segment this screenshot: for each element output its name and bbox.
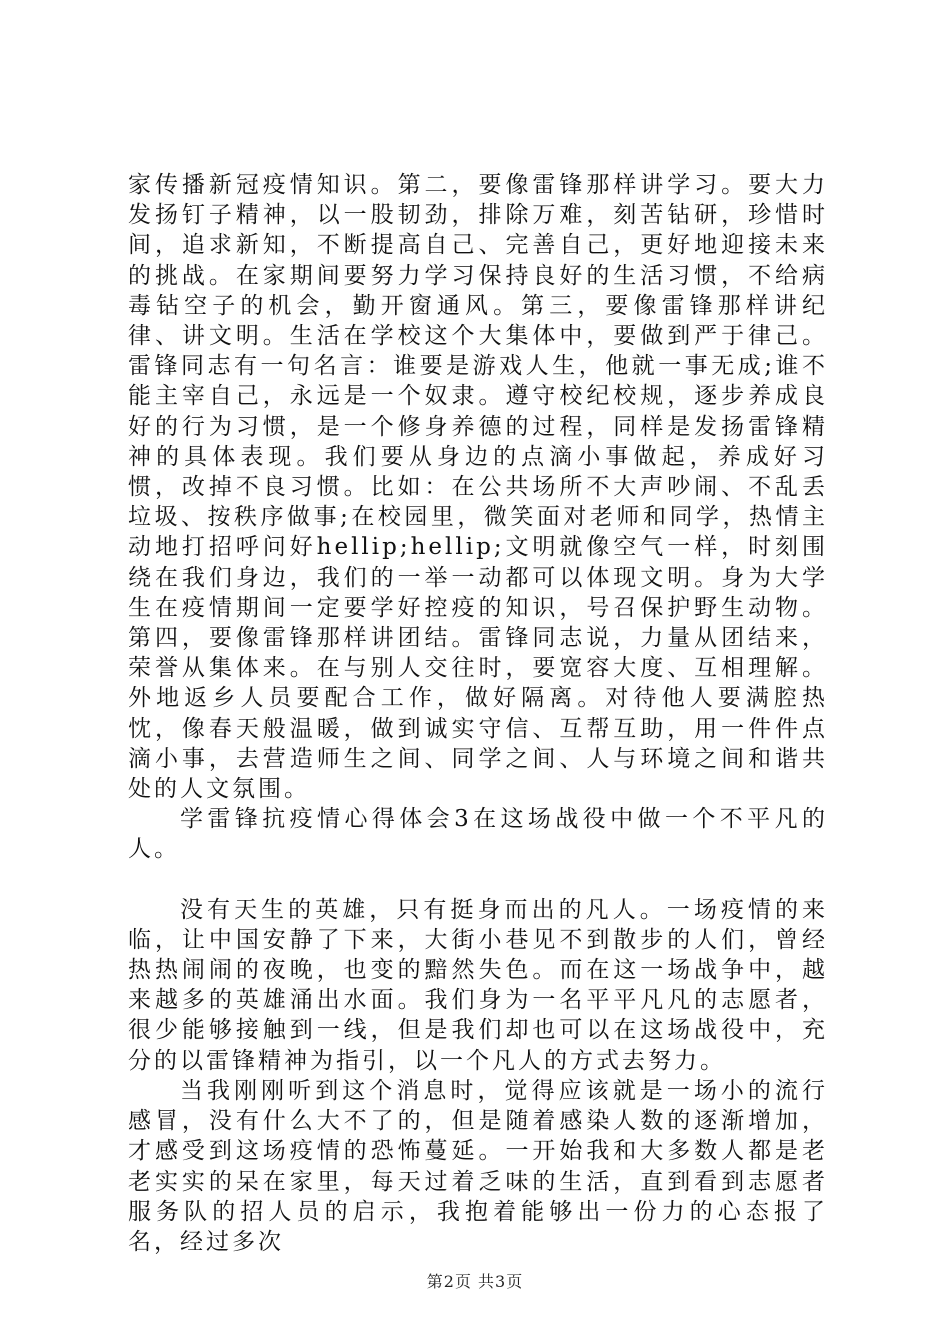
- paragraph-spacer: [128, 865, 828, 895]
- section-heading-paragraph: 学雷锋抗疫情心得体会3在这场战役中做一个不平凡的人。: [128, 806, 828, 863]
- page-footer: 第2页 共3页: [426, 1272, 524, 1291]
- paragraph-continuation: 家传播新冠疫情知识。第二，要像雷锋那样讲学习。要大力发扬钉子精神，以一股韧劲，排除万难，刻苦钻研，珍惜时间，追求新知，不断提高自己、完善自己，更好地迎接未来的挑战。在家期间要努力学习保持良好的生活习惯，不给病毒钻空子的机会，勤开窗通风。第三，要像雷锋那样讲纪律、讲文明。生活在学校这个大集体中，要做到严于律己。雷锋同志有一句名言：谁要是游戏人生，他就一事无成;谁不能主宰自己，永远是一个奴隶。遵守校纪校规，逐步养成良好的行为习惯，是一个修身养德的过程，同样是发扬雷锋精神的具体表现。我们要从身边的点滴小事做起，养成好习惯，改掉不良习惯。比如：在公共场所不大声吵闹、不乱丢垃圾、按秩序做事;在校园里，微笑面对老师和同学，热情主动地打招呼问好hellip;hellip;文明就像空气一样，时刻围绕在我们身边，我们的一举一动都可以体现文明。身为大学生在疫情期间一定要学好控疫的知识，号召保护野生动物。第四，要像雷锋那样讲团结。雷锋同志说，力量从团结来，荣誉从集体来。在与别人交往时，要宽容大度、互相理解。外地返乡人员要配合工作，做好隔离。对待他人要满腔热忱，像春天般温暖，做到诚实守信、互帮互助，用一件件点滴小事，去营造师生之间、同学之间、人与环境之间和谐共处的人文氛围。: [128, 172, 828, 803]
- document-body: [128, 170, 828, 1257]
- paragraph-volunteer: 当我刚刚听到这个消息时，觉得应该就是一场小的流行感冒，没有什么大不了的，但是随着感染人数的逐渐增加，才感受到这场疫情的恐怖蔓延。一开始我和大多数人都是老老实实的呆在家里，每天过着乏味的生活，直到看到志愿者服务队的招人员的启示，我抱着能够出一份力的心态报了名，经过多次: [128, 1077, 828, 1255]
- paragraph-heroes: 没有天生的英雄，只有挺身而出的凡人。一场疫情的来临，让中国安静了下来，大街小巷见不到散步的人们，曾经热热闹闹的夜晚，也变的黯然失色。而在这一场战争中，越来越多的英雄涌出水面。我们身为一名平平凡凡的志愿者，很少能够接触到一线，但是我们却也可以在这场战役中，充分的以雷锋精神为指引，以一个凡人的方式去努力。: [128, 896, 828, 1074]
